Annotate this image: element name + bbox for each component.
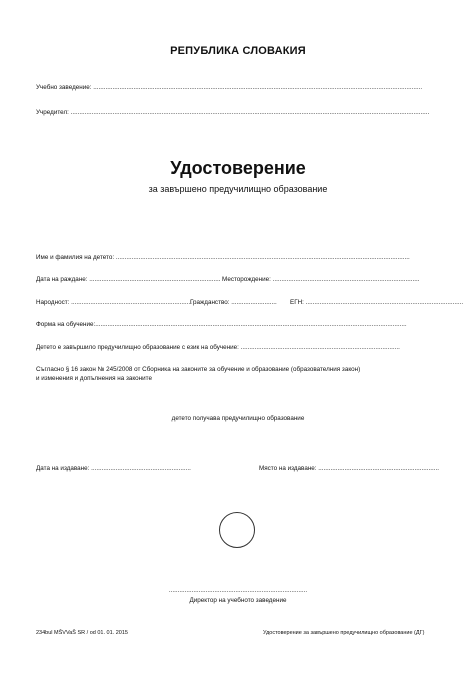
signature-line: ...............................................................................: [168, 587, 308, 594]
education-statement: детето получава предучилищно образование: [171, 415, 305, 422]
education-form-field: Форма на обучение:..................................................................................................................................................................................: [36, 321, 407, 328]
footer-code: 234bul MŠVVaŠ SR / od 01. 01. 2015: [36, 630, 128, 636]
nationality-field: Народност: .....................................................................: [36, 299, 192, 306]
signature-label: Директор на учебното заведение: [189, 597, 287, 604]
document-title: Удостоверение: [170, 158, 306, 178]
child-name-field: Име и фамилия на детето: ........................................................................................................................................................................: [36, 254, 410, 261]
legal-basis-line2: и изменения и допълнения на законите: [36, 375, 152, 382]
citizenship-field: Гражданство: ..........................: [190, 299, 277, 306]
stamp-circle: [219, 512, 255, 548]
footer-document-name: Удостоверение за завършено предучилищно образование (ДГ): [263, 630, 425, 636]
issue-place-field: Място на издаване: .....................................................................: [259, 465, 440, 472]
country-heading: РЕПУБЛИКА СЛОВАКИЯ: [170, 45, 306, 57]
birth-place-field: Месторождение: ....................................................................................: [222, 276, 420, 283]
founder-field: Учредител: .............................................................................................................................................................................................................: [36, 109, 430, 116]
language-field: Детето е завършило предучилищно образование с език на обучение: ...........................................................................................: [36, 344, 400, 351]
legal-basis-line1: Съгласно § 16 закон № 245/2008 от Сборника на законите за обучение и образование (образователния закон): [36, 366, 361, 373]
school-field: Учебно заведение: ............................................................................................................................................................................................: [36, 84, 423, 91]
document-subtitle: за завършено предучилищно образование: [148, 184, 328, 194]
birth-date-field: Дата на раждане: ...........................................................................: [36, 276, 221, 283]
egn-field: ЕГН: ..........................................................................................: [290, 299, 464, 306]
issue-date-field: Дата на издаване: .........................................................: [36, 465, 191, 472]
